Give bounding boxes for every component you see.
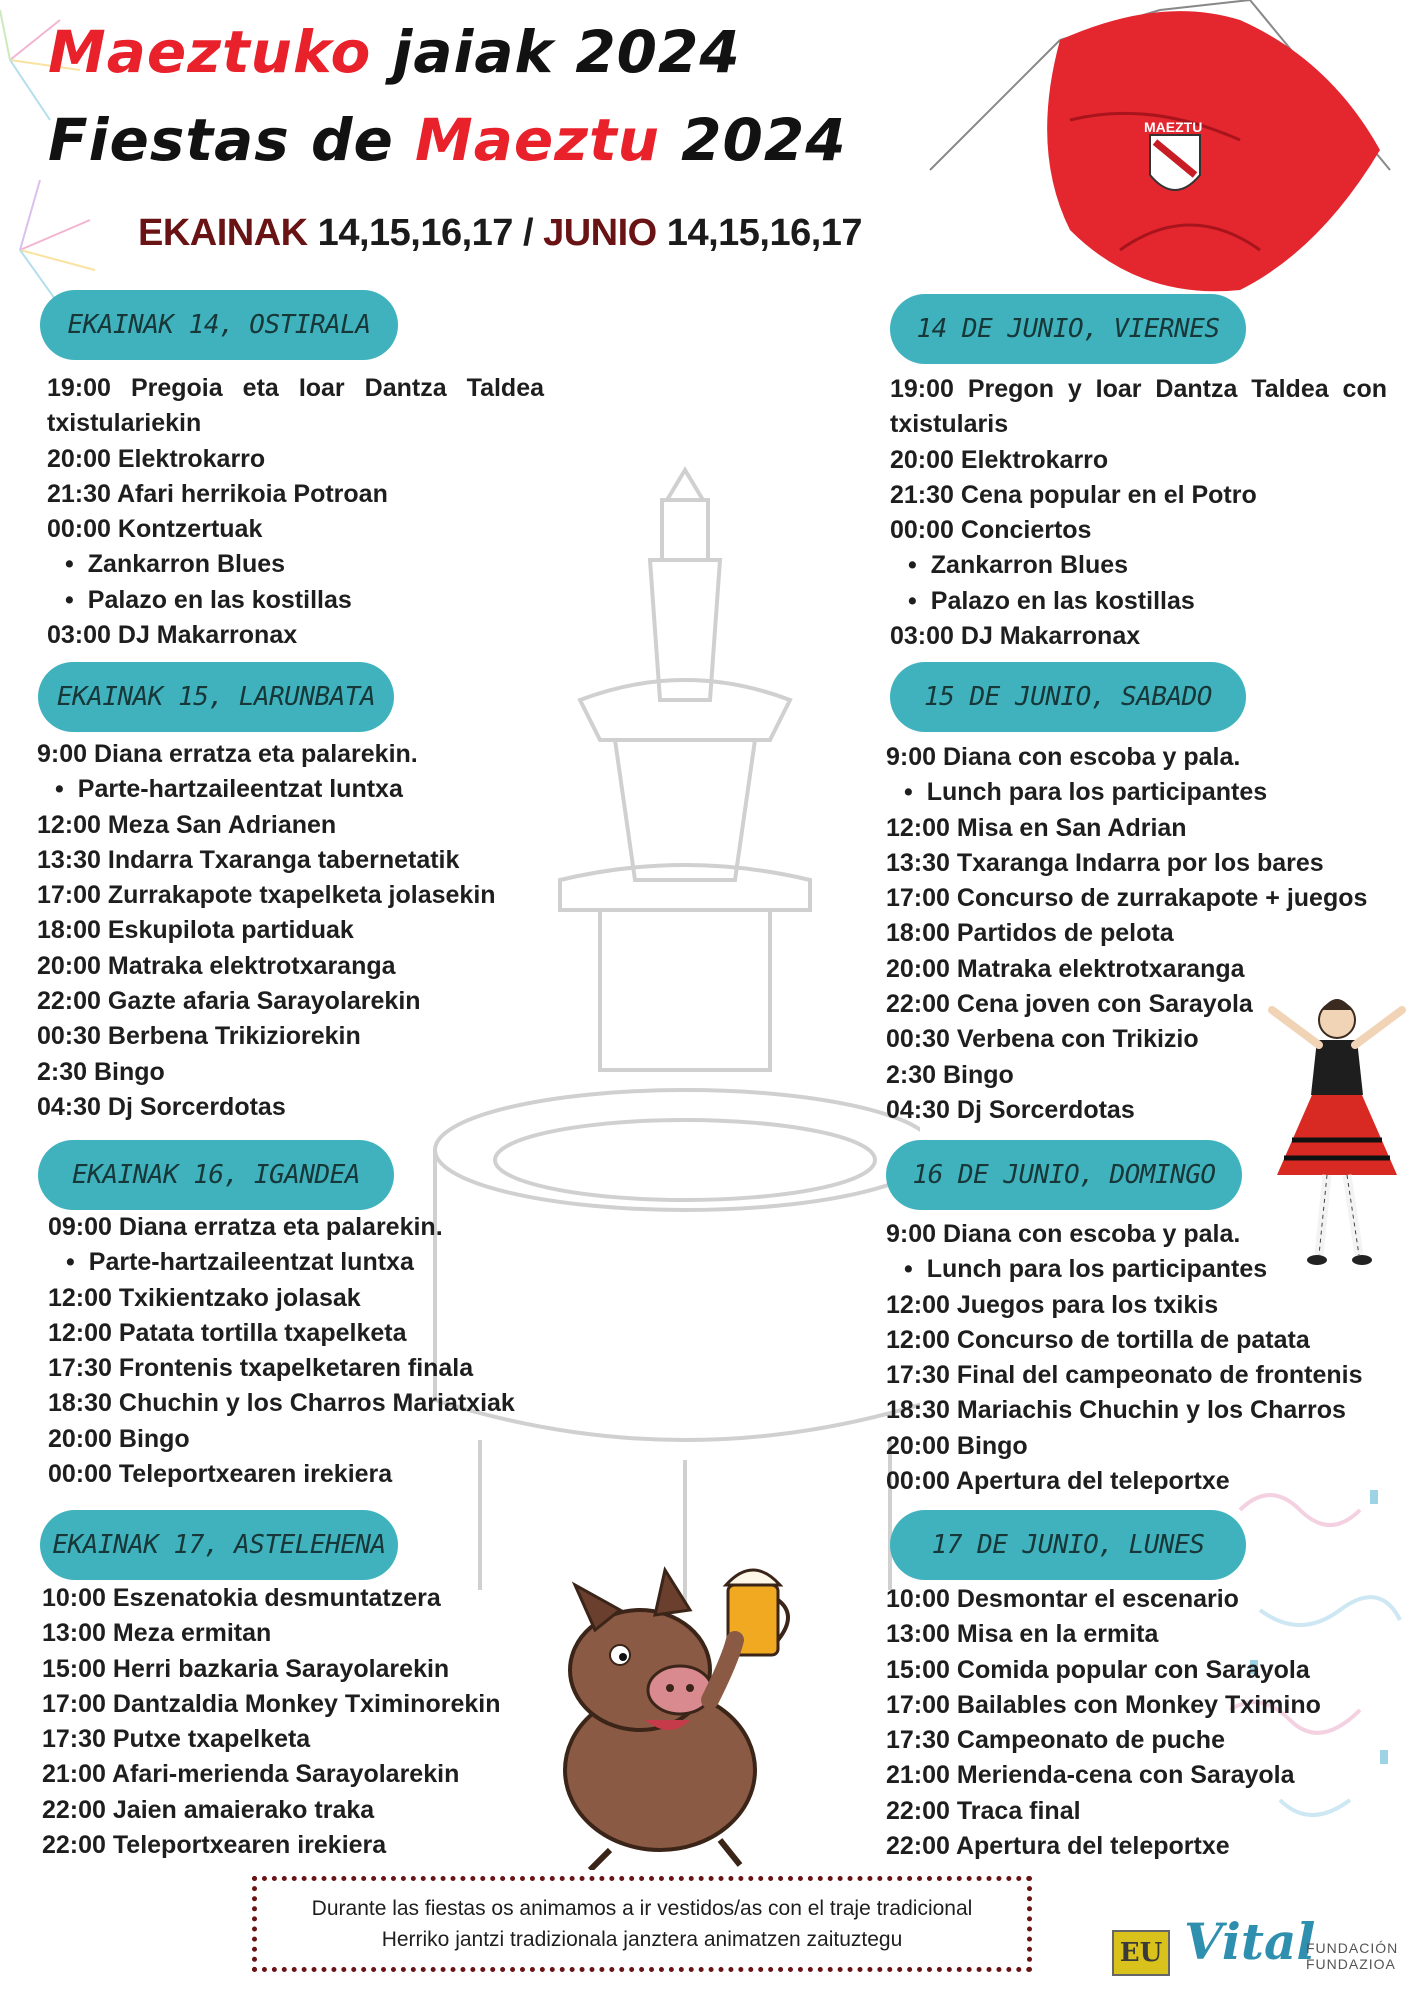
boar-illustration xyxy=(520,1560,820,1870)
list-item: txistularis xyxy=(890,410,1009,439)
day-pill-basque-3: EKAINAK 16, IGANDEA xyxy=(38,1140,394,1210)
list-item: 09:00 Diana erratza eta palarekin. xyxy=(48,1213,443,1241)
list-item: 17:30 Final del campeonato de frontenis xyxy=(886,1361,1363,1390)
scarf-illustration xyxy=(920,0,1414,300)
title-spanish-a: Fiestas de xyxy=(48,106,415,174)
list-item: 12:00 Juegos para los txikis xyxy=(886,1290,1219,1319)
list-item: txistulariekin xyxy=(47,409,202,438)
list-item: 10:00 Desmontar el escenario xyxy=(886,1585,1239,1613)
schedule-spanish-2 xyxy=(886,740,1367,1128)
list-item: 12:00 Patata tortilla txapelketa xyxy=(48,1318,407,1347)
list-item: 20:00 Elektrokarro xyxy=(890,445,1109,474)
list-item: 13:00 Meza ermitan xyxy=(42,1619,272,1648)
list-item: 03:00 DJ Makarronax xyxy=(890,622,1141,651)
list-item: 15:00 Herri bazkaria Sarayolarekin xyxy=(42,1654,450,1683)
fundacion-text xyxy=(1306,1940,1398,1972)
list-item: 00:00 Kontzertuak xyxy=(47,515,263,544)
list-item: 22:00 Jaien amaierako traka xyxy=(42,1795,375,1824)
dates-numbers-1: 14,15,16,17 / xyxy=(307,212,544,254)
list-item: 9:00 Diana con escoba y pala. xyxy=(886,1220,1241,1248)
list-item: 12:00 Meza San Adrianen xyxy=(37,810,337,839)
list-item: 03:00 DJ Makarronax xyxy=(47,621,298,650)
day-pill-spanish-1: 14 DE JUNIO, VIERNES xyxy=(890,294,1246,364)
day-pill-basque-4: EKAINAK 17, ASTELEHENA xyxy=(40,1510,398,1580)
list-item: 20:00 Matraka elektrotxaranga xyxy=(37,951,396,980)
day-pill-spanish-2: 15 DE JUNIO, SABADO xyxy=(890,662,1246,732)
list-item: 00:30 Verbena con Trikizio xyxy=(886,1025,1199,1054)
schedule-spanish-3 xyxy=(886,1217,1363,1499)
list-item: 2:30 Bingo xyxy=(886,1060,1014,1089)
list-item: 17:00 Zurrakapote txapelketa jolasekin xyxy=(37,881,496,910)
list-item: 10:00 Eszenatokia desmuntatzera xyxy=(42,1584,441,1612)
list-item: 17:30 Frontenis txapelketaren finala xyxy=(48,1354,474,1383)
list-item: 21:30 Afari herrikoia Potroan xyxy=(47,479,388,508)
list-item: 19:00 Pregon y Ioar Dantza Taldea con xyxy=(890,375,1387,403)
list-item: 00:00 Conciertos xyxy=(890,516,1092,545)
list-item: 20:00 Matraka elektrotxaranga xyxy=(886,954,1245,983)
list-item: 13:30 Indarra Txaranga tabernetatik xyxy=(37,845,460,874)
list-item: 17:30 Campeonato de puche xyxy=(886,1726,1225,1755)
list-item: • Palazo en las kostillas xyxy=(890,584,1387,619)
list-item: 13:30 Txaranga Indarra por los bares xyxy=(886,848,1324,877)
schedule-basque-3 xyxy=(48,1210,515,1492)
list-item: 00:30 Berbena Trikiziorekin xyxy=(37,1022,361,1051)
list-item: • Palazo en las kostillas xyxy=(47,583,544,618)
list-item: 19:00 Pregoia eta Ioar Dantza Taldea xyxy=(47,374,544,402)
notice-basque: Herriko jantzi tradizionala janztera animatzen zaituztegu xyxy=(381,1928,903,1951)
notice-spanish: Durante las fiestas os animamos a ir vestidos/as con el traje tradicional xyxy=(311,1897,973,1920)
title-spanish-b: 2024 xyxy=(659,106,847,174)
day-pill-basque-1: EKAINAK 14, OSTIRALA xyxy=(40,290,398,360)
title-spanish xyxy=(48,106,847,174)
list-item: • Parte-hartzaileentzat luntxa xyxy=(37,772,496,807)
schedule-spanish-1 xyxy=(890,372,1387,654)
schedule-basque-4 xyxy=(42,1581,500,1863)
list-item: 12:00 Txikientzako jolasak xyxy=(48,1283,361,1312)
list-item: 17:30 Putxe txapelketa xyxy=(42,1725,311,1754)
day-pill-spanish-4: 17 DE JUNIO, LUNES xyxy=(890,1510,1246,1580)
list-item: 22:00 Teleportxearen irekiera xyxy=(42,1831,387,1860)
list-item: 17:00 Dantzaldia Monkey Tximinorekin xyxy=(42,1689,501,1718)
eu-logo: EU xyxy=(1112,1930,1170,1976)
schedule-spanish-4 xyxy=(886,1582,1321,1864)
list-item: 18:30 Chuchin y los Charros Mariatxiak xyxy=(48,1389,515,1418)
list-item: 21:00 Merienda-cena con Sarayola xyxy=(886,1761,1295,1790)
list-item: 18:30 Mariachis Chuchin y los Charros xyxy=(886,1396,1346,1425)
schedule-basque-1 xyxy=(47,371,544,653)
list-item: 17:00 Bailables con Monkey Tximino xyxy=(886,1690,1321,1719)
list-item: 22:00 Apertura del teleportxe xyxy=(886,1832,1230,1861)
list-item: • Zankarron Blues xyxy=(47,547,544,582)
list-item: 18:00 Partidos de pelota xyxy=(886,919,1174,948)
vital-logo: Vital xyxy=(1184,1912,1316,1971)
list-item: • Parte-hartzaileentzat luntxa xyxy=(48,1245,515,1280)
list-item: 20:00 Elektrokarro xyxy=(47,444,266,473)
day-pill-basque-2: EKAINAK 15, LARUNBATA xyxy=(38,662,394,732)
list-item: 18:00 Eskupilota partiduak xyxy=(37,916,354,945)
list-item: 20:00 Bingo xyxy=(48,1424,190,1453)
list-item: 15:00 Comida popular con Sarayola xyxy=(886,1655,1310,1684)
dates-line xyxy=(138,212,862,255)
list-item: 17:00 Concurso de zurrakapote + juegos xyxy=(886,884,1368,913)
list-item: 12:00 Misa en San Adrian xyxy=(886,813,1187,842)
list-item: • Lunch para los participantes xyxy=(886,1252,1363,1287)
list-item: 13:00 Misa en la ermita xyxy=(886,1620,1159,1649)
title-basque-rest: jaiak 2024 xyxy=(371,18,741,86)
traditional-dress-notice xyxy=(252,1876,1032,1972)
list-item: 12:00 Concurso de tortilla de patata xyxy=(886,1325,1310,1354)
dates-basque: EKAINAK xyxy=(138,212,308,254)
list-item: 00:00 Teleportxearen irekiera xyxy=(48,1460,393,1489)
schedule-basque-2 xyxy=(37,737,496,1125)
list-item: 2:30 Bingo xyxy=(37,1057,165,1086)
list-item: 22:00 Gazte afaria Sarayolarekin xyxy=(37,987,421,1016)
dates-numbers-2: 14,15,16,17 xyxy=(656,212,863,254)
title-basque-red: Maeztuko xyxy=(48,18,372,86)
list-item: 22:00 Traca final xyxy=(886,1796,1081,1825)
list-item: 04:30 Dj Sorcerdotas xyxy=(37,1092,286,1121)
list-item: 21:30 Cena popular en el Potro xyxy=(890,480,1257,509)
list-item: • Zankarron Blues xyxy=(890,548,1387,583)
scarf-label: MAEZTU xyxy=(1144,119,1203,135)
list-item: 9:00 Diana con escoba y pala. xyxy=(886,743,1241,771)
list-item: 20:00 Bingo xyxy=(886,1431,1028,1460)
title-spanish-red: Maeztu xyxy=(415,106,660,174)
list-item: • Lunch para los participantes xyxy=(886,775,1367,810)
title-basque xyxy=(48,18,741,86)
list-item: 04:30 Dj Sorcerdotas xyxy=(886,1095,1135,1124)
list-item: 9:00 Diana erratza eta palarekin. xyxy=(37,740,418,768)
list-item: 21:00 Afari-merienda Sarayolarekin xyxy=(42,1760,460,1789)
list-item: 22:00 Cena joven con Sarayola xyxy=(886,990,1253,1019)
day-pill-spanish-3: 16 DE JUNIO, DOMINGO xyxy=(886,1140,1242,1210)
list-item: 00:00 Apertura del teleportxe xyxy=(886,1467,1230,1496)
dates-spanish: JUNIO xyxy=(543,212,657,254)
fundazioa-label: FUNDAZIOA xyxy=(1306,1956,1396,1972)
fundacion-label: FUNDACIÓN xyxy=(1306,1940,1399,1956)
